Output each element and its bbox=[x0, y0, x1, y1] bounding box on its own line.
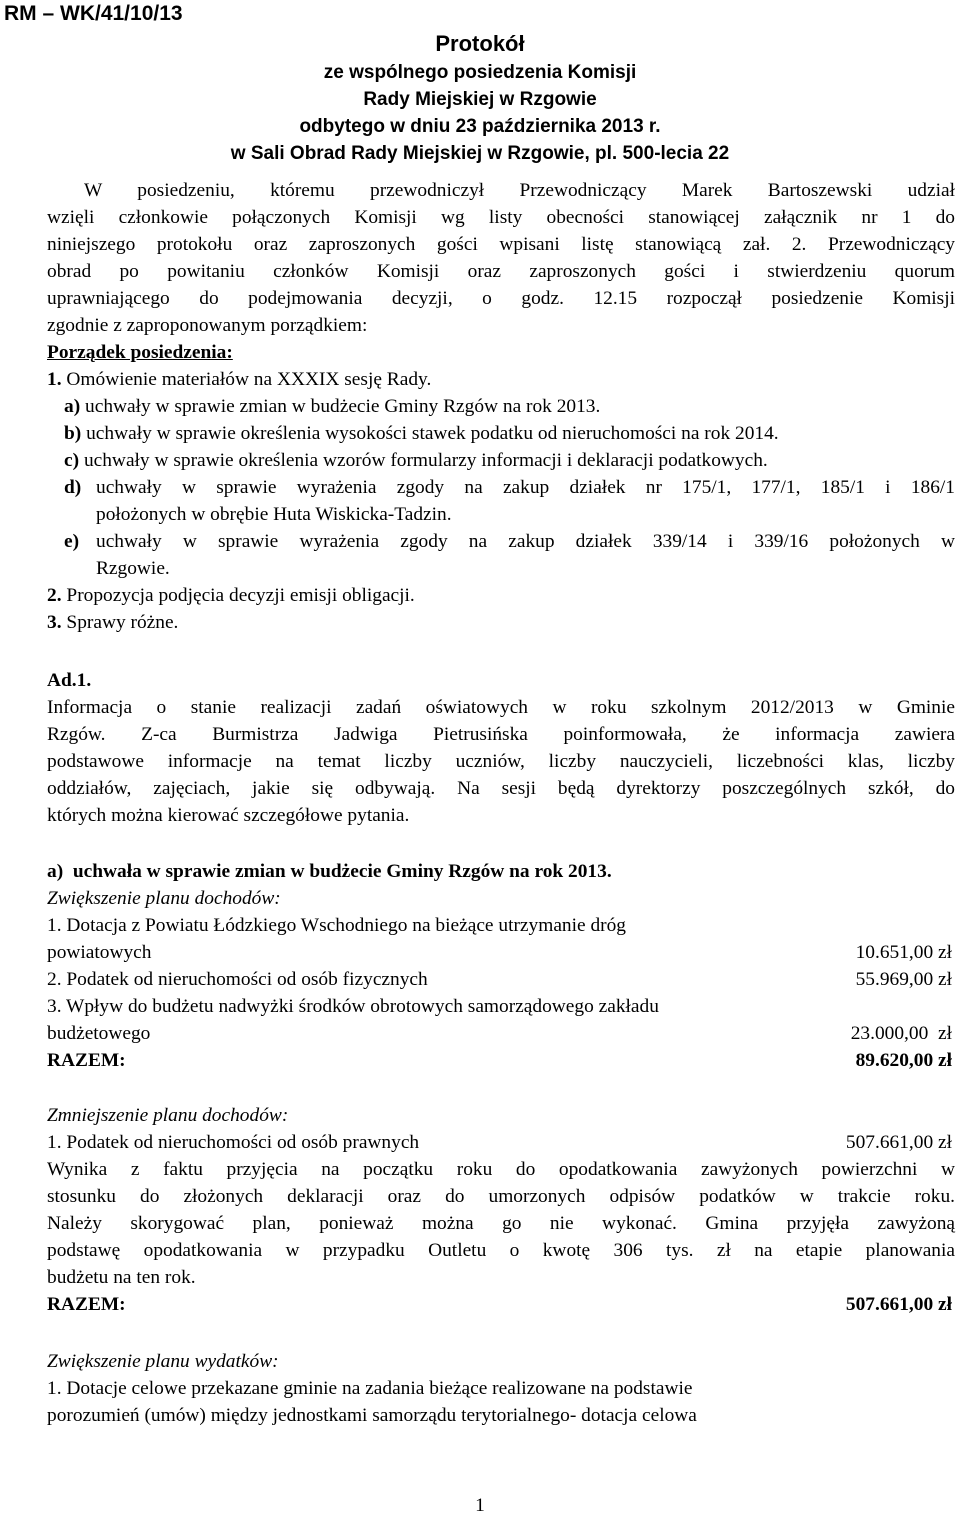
agenda-item-1-text: Omówienie materiałów na XXXIX sesję Rady. bbox=[66, 369, 432, 390]
subtitle-line-1: ze wspólnego posiedzenia Komisji bbox=[323, 62, 637, 83]
agenda-item-3-number: 3. bbox=[47, 612, 62, 633]
subitem-letter: a) bbox=[64, 396, 81, 417]
subitem-letter: b) bbox=[64, 423, 82, 444]
subitem-text: uchwały w sprawie określenia wzorów formularzy informacji i deklaracji podatkowych. bbox=[83, 450, 768, 471]
increase-income-item-1-amount: 10.651,00 zł bbox=[855, 942, 952, 963]
increase-income-item-2-amount: 55.969,00 zł bbox=[855, 969, 952, 990]
intro-line-6: zgodnie z zaproponowanym porządkiem: bbox=[47, 315, 368, 336]
ad1-line-2: Rzgów. Z-ca Burmistrza Jadwiga Pietrusińska poinformowała, że informacja zawiera bbox=[47, 724, 955, 745]
section-a-letter: a) bbox=[47, 861, 64, 882]
decrease-income-item-1: 1. Podatek od nieruchomości od osób prawnych bbox=[47, 1132, 420, 1153]
intro-line-5: uprawniającego do podejmowania decyzji, o godz. 12.15 rozpoczął posiedzenie Komisji bbox=[47, 288, 955, 309]
agenda-item-2-number: 2. bbox=[47, 585, 62, 606]
decrease-explanation-line-2: stosunku do złożonych deklaracji oraz do umorzonych odpisów podatków w trakcie roku. bbox=[47, 1186, 955, 1207]
subitem-letter: c) bbox=[64, 450, 80, 471]
agenda-heading: Porządek posiedzenia: bbox=[47, 342, 233, 363]
increase-expense-label: Zwiększenie planu wydatków: bbox=[47, 1351, 279, 1372]
agenda-subitem-b bbox=[64, 423, 779, 445]
agenda-item-3-text: Sprawy różne. bbox=[66, 612, 179, 633]
subitem-letter-e: e) bbox=[64, 531, 80, 552]
subitem-text: uchwały w sprawie określenia wysokości stawek podatku od nieruchomości na rok 2014. bbox=[86, 423, 779, 444]
agenda-subitem-c bbox=[64, 450, 768, 472]
increase-income-item-2: 2. Podatek od nieruchomości od osób fizycznych bbox=[47, 969, 428, 990]
subtitle-line-4: w Sali Obrad Rady Miejskiej w Rzgowie, pl. 500-lecia 22 bbox=[230, 143, 730, 164]
increase-income-label: Zwiększenie planu dochodów: bbox=[47, 888, 281, 909]
decrease-explanation-line-3: Należy skorygować plan, ponieważ można go nie wykonać. Gmina przyjęła zawyżoną bbox=[47, 1213, 955, 1234]
increase-income-item-1-line-2: powiatowych bbox=[47, 942, 152, 963]
ad1-line-5: których można kierować szczegółowe pytania. bbox=[47, 805, 410, 826]
ad1-heading: Ad.1. bbox=[47, 670, 92, 691]
document-id: RM – WK/41/10/13 bbox=[4, 2, 183, 25]
page-title: Protokół bbox=[435, 31, 525, 56]
decrease-income-label: Zmniejszenie planu dochodów: bbox=[47, 1105, 289, 1126]
section-a-heading bbox=[47, 861, 612, 883]
ad1-line-1: Informacja o stanie realizacji zadań oświatowych w roku szkolnym 2012/2013 w Gminie bbox=[47, 697, 955, 718]
subitem-e-line-1: uchwały w sprawie wyrażenia zgody na zakup działek 339/14 i 339/16 położonych w bbox=[96, 531, 955, 552]
intro-line-2: wzięli członkowie połączonych Komisji wg listy obecności stanowiącej załącznik nr 1 do bbox=[47, 207, 955, 228]
decrease-income-item-1-amount: 507.661,00 zł bbox=[845, 1132, 952, 1153]
increase-income-item-3-line-2: budżetowego bbox=[47, 1023, 151, 1044]
intro-line-3: niniejszego protokołu oraz zaproszonych gości wpisani listę stanowiącą zał. 2. Przewodniczący bbox=[47, 234, 955, 255]
increase-income-item-3-amount: 23.000,00 zł bbox=[850, 1023, 952, 1044]
decrease-explanation-line-5: budżetu na ten rok. bbox=[47, 1267, 196, 1288]
increase-expense-line-2: porozumień (umów) między jednostkami samorządu terytorialnego- dotacja celowa bbox=[47, 1405, 697, 1426]
decrease-explanation-line-1: Wynika z faktu przyjęcia na początku roku do opodatkowania zawyżonych powierzchni w bbox=[47, 1159, 955, 1180]
subtitle-line-2: Rady Miejskiej w Rzgowie bbox=[363, 89, 597, 110]
increase-expense-line-1: 1. Dotacje celowe przekazane gminie na zadania bieżące realizowane na podstawie bbox=[47, 1378, 693, 1399]
increase-income-total-label: RAZEM: bbox=[47, 1050, 126, 1071]
increase-income-item-3-line-1: 3. Wpływ do budżetu nadwyżki środków obrotowych samorządowego zakładu bbox=[47, 996, 659, 1017]
ad1-line-4: oddziałów, zajęciach, jakie się odbywają. Na sesji będą dyrektorzy poszczególnych szkół, do bbox=[47, 778, 955, 799]
agenda-item-3 bbox=[47, 612, 178, 634]
agenda-item-1-number: 1. bbox=[47, 369, 62, 390]
subtitle-line-3: odbytego w dniu 23 października 2013 r. bbox=[299, 116, 661, 137]
intro-line-4: obrad po powitaniu członków Komisji oraz zaproszonych gości i stwierdzeniu quorum bbox=[47, 261, 955, 282]
subitem-d-line-2: położonych w obrębie Huta Wiskicka-Tadzin. bbox=[96, 504, 452, 525]
decrease-income-total-amount: 507.661,00 zł bbox=[845, 1294, 952, 1315]
agenda-subitem-a bbox=[64, 396, 600, 418]
ad1-line-3: podstawowe informacje na temat liczby uczniów, liczby nauczycieli, liczebności klas, liczby bbox=[47, 751, 955, 772]
section-a-title: uchwała w sprawie zmian w budżecie Gminy Rzgów na rok 2013. bbox=[72, 861, 612, 882]
subitem-d-line-1: uchwały w sprawie wyrażenia zgody na zakup działek nr 175/1, 177/1, 185/1 i 186/1 bbox=[96, 477, 955, 498]
intro-line-1: W posiedzeniu, któremu przewodniczył Przewodniczący Marek Bartoszewski udział bbox=[84, 180, 955, 201]
increase-income-total-amount: 89.620,00 zł bbox=[855, 1050, 952, 1071]
decrease-income-total-label: RAZEM: bbox=[47, 1294, 126, 1315]
subitem-text: uchwały w sprawie zmian w budżecie Gminy Rzgów na rok 2013. bbox=[85, 396, 601, 417]
page-number: 1 bbox=[475, 1495, 485, 1516]
agenda-item-2-text: Propozycja podjęcia decyzji emisji obligacji. bbox=[66, 585, 415, 606]
increase-income-item-1-line-1: 1. Dotacja z Powiatu Łódzkiego Wschodniego na bieżące utrzymanie dróg bbox=[47, 915, 627, 936]
subitem-e-line-2: Rzgowie. bbox=[96, 558, 170, 579]
agenda-item-1 bbox=[47, 369, 431, 391]
subitem-letter-d: d) bbox=[64, 477, 82, 498]
decrease-explanation-line-4: podstawę opodatkowania w przypadku Outletu o kwotę 306 tys. zł na etapie planowania bbox=[47, 1240, 955, 1261]
agenda-item-2 bbox=[47, 585, 415, 607]
